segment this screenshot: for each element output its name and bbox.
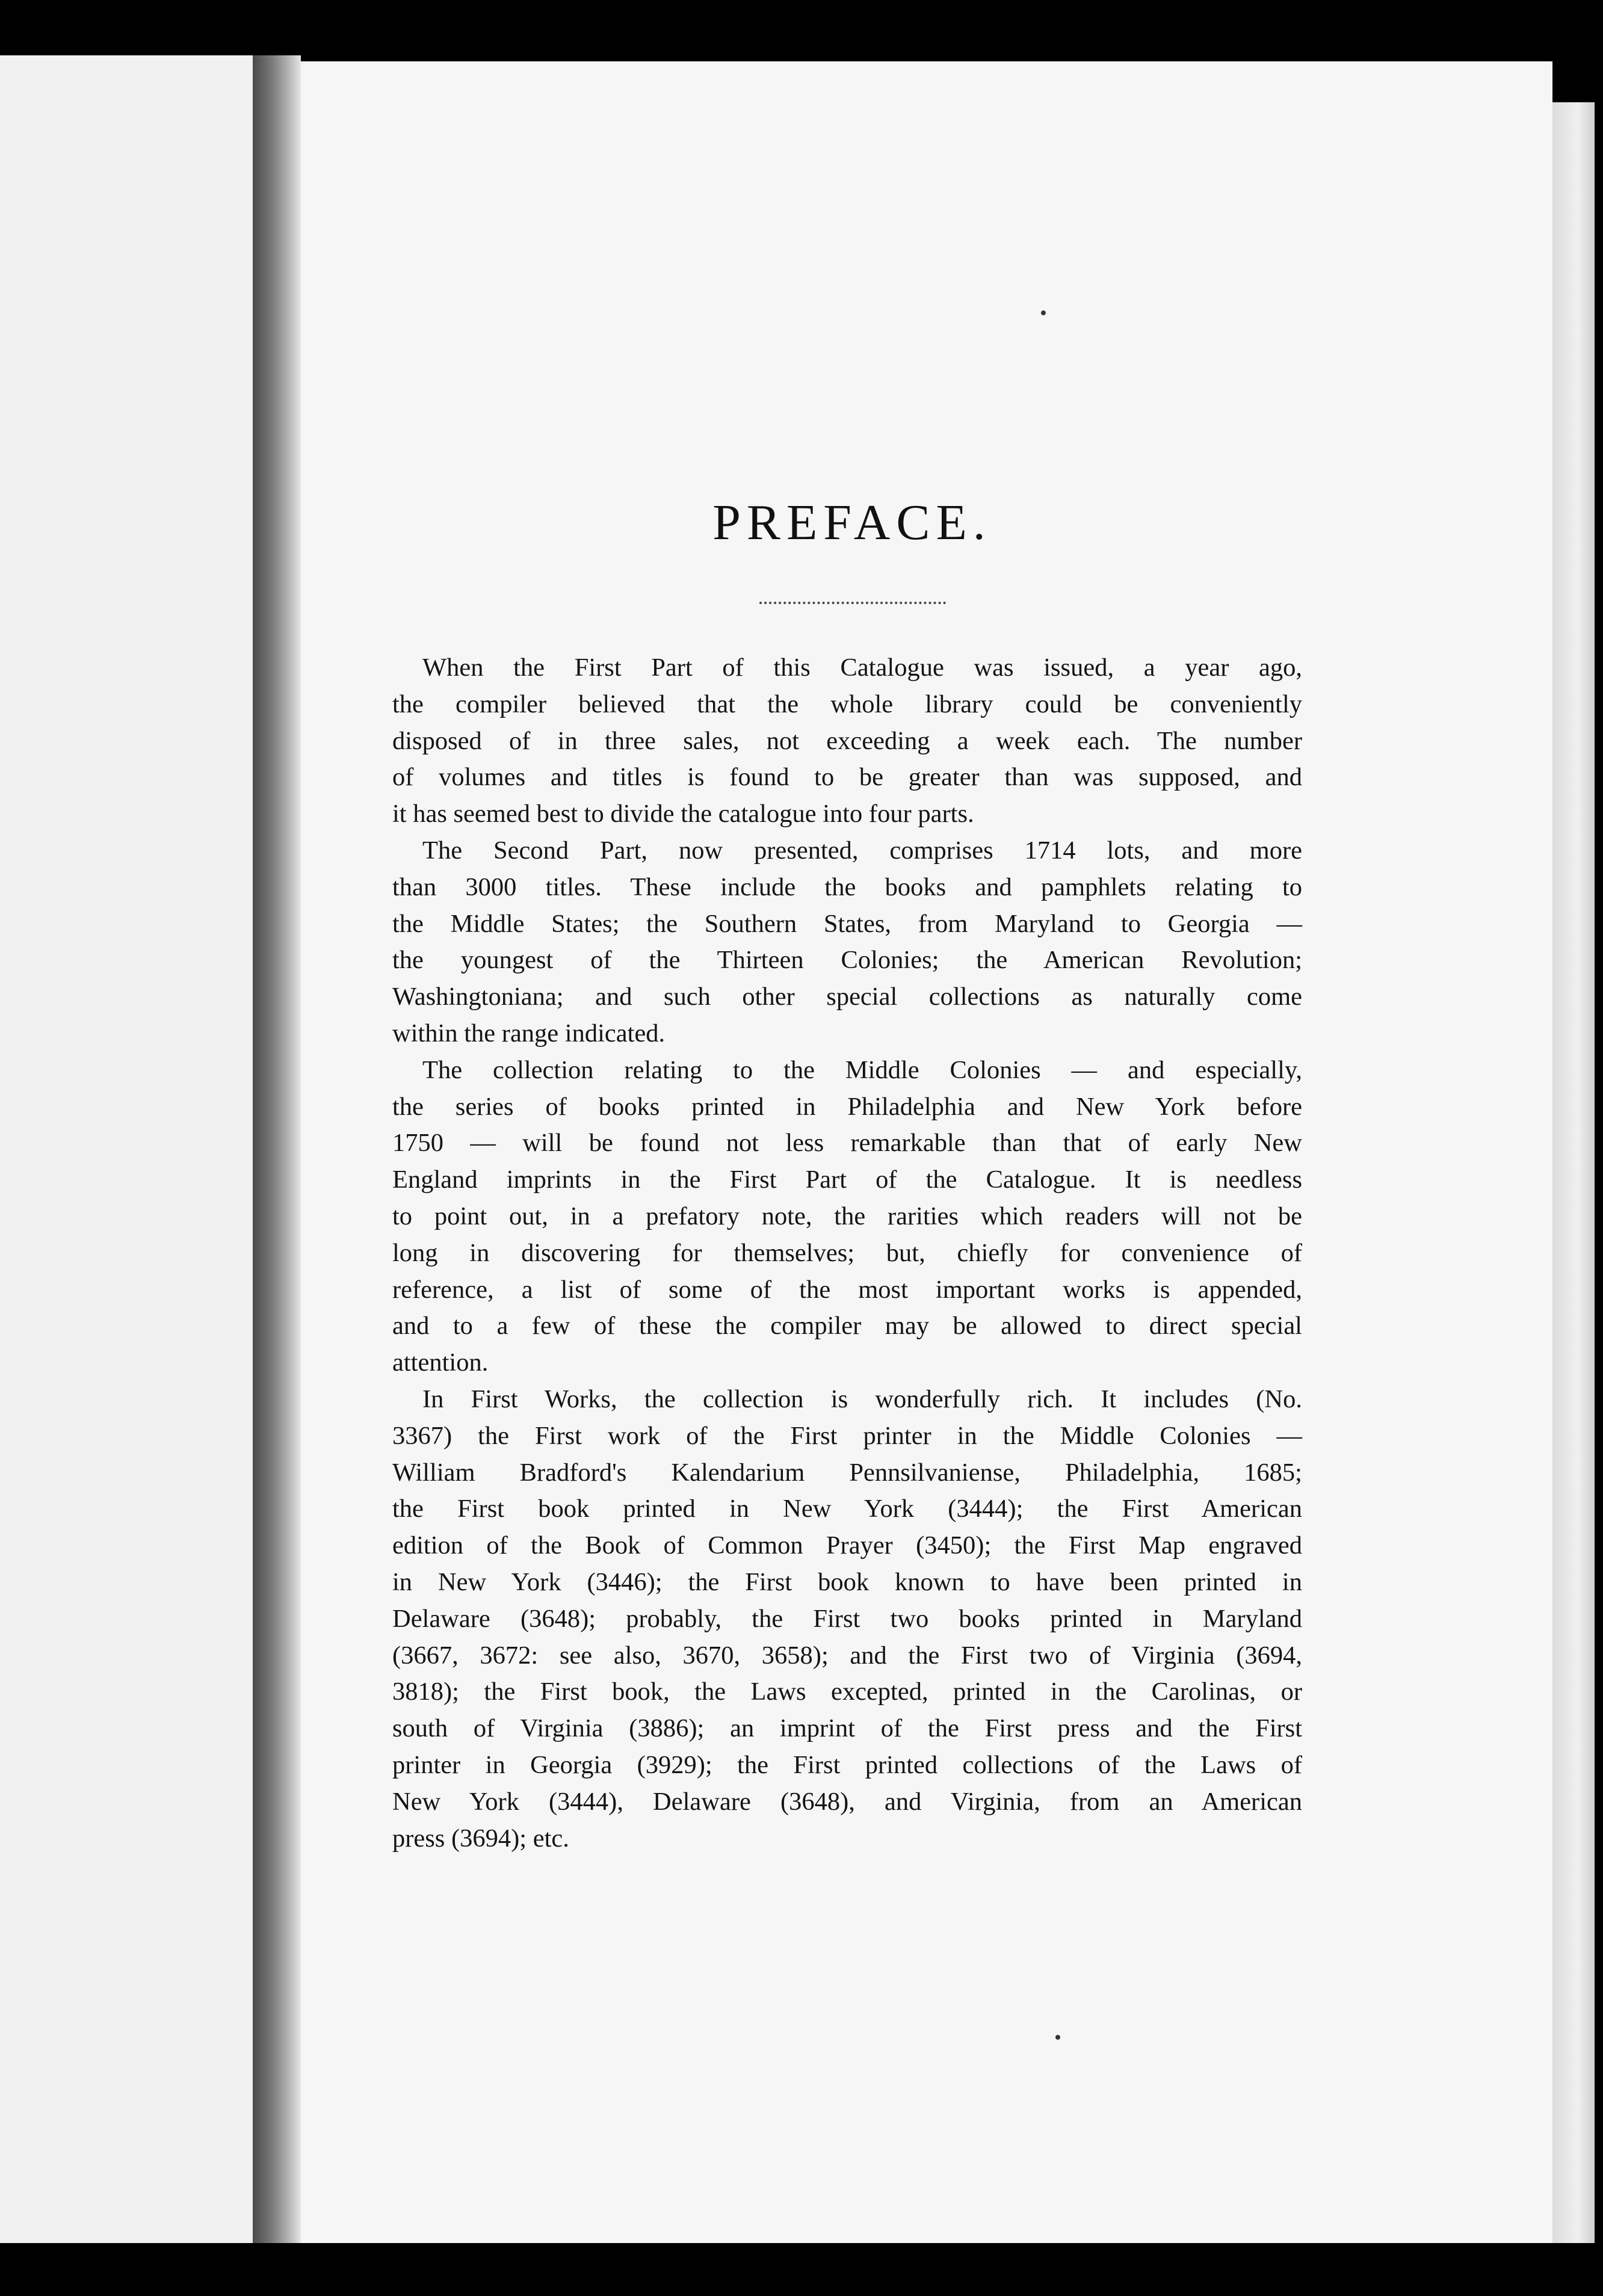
text-line: 3367) the First work of the First printer in the Middle Colonies — — [392, 1421, 1302, 1450]
text-line: England imprints in the First Part of the Catalogue. It is needless — [392, 1165, 1302, 1194]
text-line: William Bradford's Kalendarium Pennsilvaniense, Philadelphia, 1685; — [392, 1458, 1302, 1487]
paragraph — [392, 1052, 1302, 1381]
paragraph — [392, 833, 1302, 1052]
text-line: than 3000 titles. These include the books and pamphlets relating to — [392, 872, 1302, 901]
text-line: reference, a list of some of the most important works is appended, — [392, 1275, 1302, 1304]
text-line: The Second Part, now presented, comprises 1714 lots, and more — [422, 836, 1302, 865]
text-line: the series of books printed in Philadelphia and New York before — [392, 1092, 1302, 1121]
book-gutter — [253, 55, 301, 2243]
text-line: the First book printed in New York (3444); the First American — [392, 1495, 1302, 1523]
text-line: 1750 — will be found not less remarkable than that of early New — [392, 1129, 1302, 1158]
text-line: in New York (3446); the First book known to have been printed in — [392, 1567, 1302, 1596]
preface-text — [392, 650, 1302, 1857]
text-line: 3818); the First book, the Laws excepted, printed in the Carolinas, or — [392, 1677, 1302, 1706]
text-line: printer in Georgia (3929); the First printed collections of the Laws of — [392, 1750, 1302, 1779]
text-line: press (3694); etc. — [392, 1824, 569, 1853]
text-line: When the First Part of this Catalogue was issued, a year ago, — [422, 653, 1302, 682]
text-line: (3667, 3672: see also, 3670, 3658); and the First two of Virginia (3694, — [392, 1641, 1302, 1670]
text-line: long in discovering for themselves; but, chiefly for convenience of — [392, 1238, 1302, 1267]
page-title: PREFACE. — [712, 495, 992, 551]
speck — [1055, 2035, 1060, 2040]
text-line: of volumes and titles is found to be greater than was supposed, and — [392, 763, 1302, 792]
speck — [1041, 310, 1046, 315]
text-line: The collection relating to the Middle Colonies — and especially, — [422, 1055, 1302, 1084]
text-line: south of Virginia (3886); an imprint of the First press and the First — [392, 1714, 1302, 1743]
text-line: edition of the Book of Common Prayer (3450); the First Map engraved — [392, 1531, 1302, 1560]
text-line: attention. — [392, 1348, 489, 1377]
title-ornament-rule — [759, 602, 946, 604]
page-edge — [1552, 102, 1595, 2243]
text-line: Delaware (3648); probably, the First two books printed in Maryland — [392, 1604, 1302, 1633]
text-line: the compiler believed that the whole library could be conveniently — [392, 690, 1302, 718]
left-blank-page — [0, 55, 253, 2243]
text-line: within the range indicated. — [392, 1019, 666, 1048]
text-line: New York (3444), Delaware (3648), and Virginia, from an American — [392, 1787, 1302, 1816]
paragraph — [392, 1381, 1302, 1857]
text-line: In First Works, the collection is wonderfully rich. It includes (No. — [422, 1384, 1302, 1413]
text-line: disposed of in three sales, not exceeding a week each. The number — [392, 726, 1302, 755]
text-line: the youngest of the Thirteen Colonies; the American Revolution; — [392, 946, 1302, 975]
text-line: Washingtoniana; and such other special collections as naturally come — [392, 983, 1302, 1011]
text-line: and to a few of these the compiler may be allowed to direct special — [392, 1312, 1302, 1341]
text-line: the Middle States; the Southern States, from Maryland to Georgia — — [392, 909, 1302, 938]
text-line: to point out, in a prefatory note, the rarities which readers will not be — [392, 1202, 1302, 1230]
text-line: it has seemed best to divide the catalogue into four parts. — [392, 800, 974, 829]
paragraph — [392, 650, 1302, 833]
